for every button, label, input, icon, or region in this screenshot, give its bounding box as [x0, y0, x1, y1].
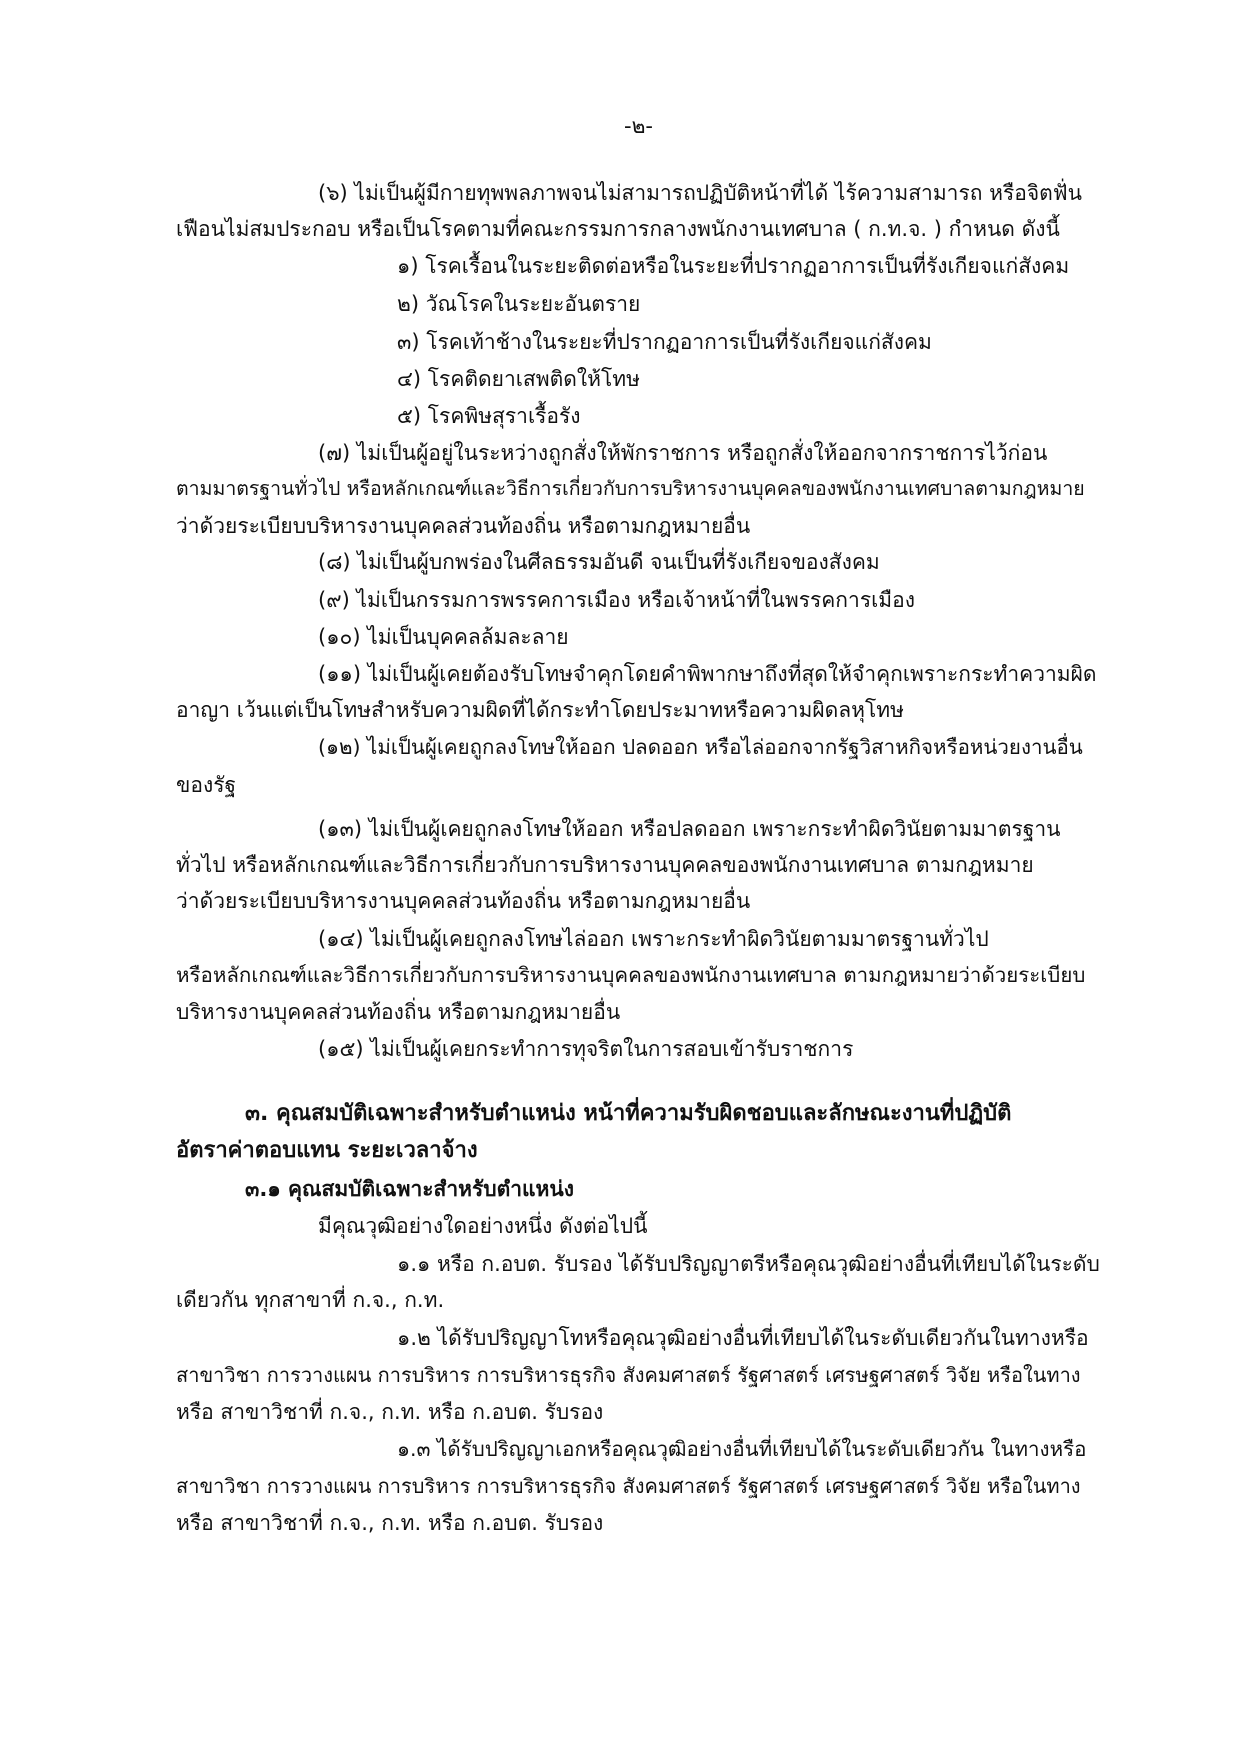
paragraph-line: ว่าด้วยระเบียบบริหารงานบุคคลส่วนท้องถิ่น หรือตามกฎหมายอื่น: [176, 889, 751, 913]
paragraph-line: ของรัฐ: [176, 773, 237, 797]
qualification-item: หรือ สาขาวิชาที่ ก.จ., ก.ท. หรือ ก.อบต. รับรอง: [176, 1400, 604, 1424]
paragraph-line: ว่าด้วยระเบียบบริหารงานบุคคลส่วนท้องถิ่น หรือตามกฎหมายอื่น: [176, 514, 751, 538]
paragraph-line: ทั่วไป หรือหลักเกณฑ์และวิธีการเกี่ยวกับการบริหารงานบุคคลของพนักงานเทศบาล ตามกฎหมาย: [176, 853, 1034, 877]
qualification-item: เดียวกัน ทุกสาขาที่ ก.จ., ก.ท.: [176, 1288, 445, 1312]
section-heading: ๓. คุณสมบัติเฉพาะสำหรับตำแหน่ง หน้าที่ความรับผิดชอบและลักษณะงานที่ปฏิบัติ: [245, 1101, 1012, 1126]
section-heading: อัตราค่าตอบแทน ระยะเวลาจ้าง: [176, 1138, 478, 1163]
paragraph-line: อาญา เว้นแต่เป็นโทษสำหรับความผิดที่ได้กระทำโดยประมาทหรือความผิดลหุโทษ: [176, 698, 904, 722]
paragraph-line: (๗) ไม่เป็นผู้อยู่ในระหว่างถูกสั่งให้พักราชการ หรือถูกสั่งให้ออกจากราชการไว้ก่อน: [318, 441, 1048, 465]
list-item: ๓) โรคเท้าช้างในระยะที่ปรากฏอาการเป็นที่รังเกียจแก่สังคม: [397, 330, 932, 354]
list-item: ๑) โรคเรื้อนในระยะติดต่อหรือในระยะที่ปรากฏอาการเป็นที่รังเกียจแก่สังคม: [397, 254, 1070, 278]
list-item: ๔) โรคติดยาเสพติดให้โทษ: [397, 367, 640, 391]
paragraph-line: (๘) ไม่เป็นผู้บกพร่องในศีลธรรมอันดี จนเป็นที่รังเกียจของสังคม: [318, 550, 880, 574]
paragraph-line: ตามมาตรฐานทั่วไป หรือหลักเกณฑ์และวิธีการเกี่ยวกับการบริหารงานบุคคลของพนักงานเทศบาลตามกฎหมาย: [176, 477, 1085, 500]
qualification-item: สาขาวิชา การวางแผน การบริหาร การบริหารธุรกิจ สังคมศาสตร์ รัฐศาสตร์ เศรษฐศาสตร์ วิจัย หรือในทาง: [176, 1474, 1081, 1498]
paragraph-line: บริหารงานบุคคลส่วนท้องถิ่น หรือตามกฎหมายอื่น: [176, 1000, 621, 1024]
paragraph-line: (๑๑) ไม่เป็นผู้เคยต้องรับโทษจำคุกโดยคำพิพากษาถึงที่สุดให้จำคุกเพราะกระทำความผิด: [318, 662, 1097, 686]
paragraph-line: หรือหลักเกณฑ์และวิธีการเกี่ยวกับการบริหารงานบุคคลของพนักงานเทศบาล ตามกฎหมายว่าด้วยระเบียบ: [176, 963, 1086, 987]
paragraph-line: เฟือนไม่สมประกอบ หรือเป็นโรคตามที่คณะกรรมการกลางพนักงานเทศบาล ( ก.ท.จ. ) กำหนด ดังนี้: [176, 217, 1060, 241]
paragraph-line: (๑๓) ไม่เป็นผู้เคยถูกลงโทษให้ออก หรือปลดออก เพราะกระทำผิดวินัยตามมาตรฐาน: [318, 817, 1061, 841]
subsection-heading: ๓.๑ คุณสมบัติเฉพาะสำหรับตำแหน่ง: [245, 1177, 575, 1201]
qualification-item: สาขาวิชา การวางแผน การบริหาร การบริหารธุรกิจ สังคมศาสตร์ รัฐศาสตร์ เศรษฐศาสตร์ วิจัย หรือในทาง: [176, 1363, 1081, 1387]
paragraph-line: (๑๕) ไม่เป็นผู้เคยกระทำการทุจริตในการสอบเข้ารับราชการ: [318, 1037, 854, 1061]
qualification-item: ๑.๒ ได้รับปริญญาโทหรือคุณวุฒิอย่างอื่นที่เทียบได้ในระดับเดียวกันในทางหรือ: [397, 1326, 1089, 1350]
paragraph-line: (๑๐) ไม่เป็นบุคคลล้มละลาย: [318, 625, 569, 649]
paragraph-line: มีคุณวุฒิอย่างใดอย่างหนึ่ง ดังต่อไปนี้: [318, 1214, 648, 1238]
list-item: ๕) โรคพิษสุราเรื้อรัง: [397, 404, 581, 428]
qualification-item: ๑.๓ ได้รับปริญญาเอกหรือคุณวุฒิอย่างอื่นที่เทียบได้ในระดับเดียวกัน ในทางหรือ: [397, 1437, 1087, 1461]
qualification-item: ๑.๑ หรือ ก.อบต. รับรอง ได้รับปริญญาตรีหรือคุณวุฒิอย่างอื่นที่เทียบได้ในระดับ: [397, 1252, 1100, 1276]
paragraph-line: (๖) ไม่เป็นผู้มีกายทุพพลภาพจนไม่สามารถปฏิบัติหน้าที่ได้ ไร้ความสามารถ หรือจิตฟั่น: [318, 181, 1083, 205]
paragraph-line: (๙) ไม่เป็นกรรมการพรรคการเมือง หรือเจ้าหน้าที่ในพรรคการเมือง: [318, 588, 915, 612]
qualification-item: หรือ สาขาวิชาที่ ก.จ., ก.ท. หรือ ก.อบต. รับรอง: [176, 1511, 604, 1535]
list-item: ๒) วัณโรคในระยะอันตราย: [397, 292, 641, 316]
paragraph-line: (๑๔) ไม่เป็นผู้เคยถูกลงโทษไล่ออก เพราะกระทำผิดวินัยตามมาตรฐานทั่วไป: [318, 927, 989, 951]
paragraph-line: (๑๒) ไม่เป็นผู้เคยถูกลงโทษให้ออก ปลดออก หรือไล่ออกจากรัฐวิสาหกิจหรือหน่วยงานอื่น: [318, 735, 1083, 759]
page-number: -๒-: [624, 114, 653, 138]
